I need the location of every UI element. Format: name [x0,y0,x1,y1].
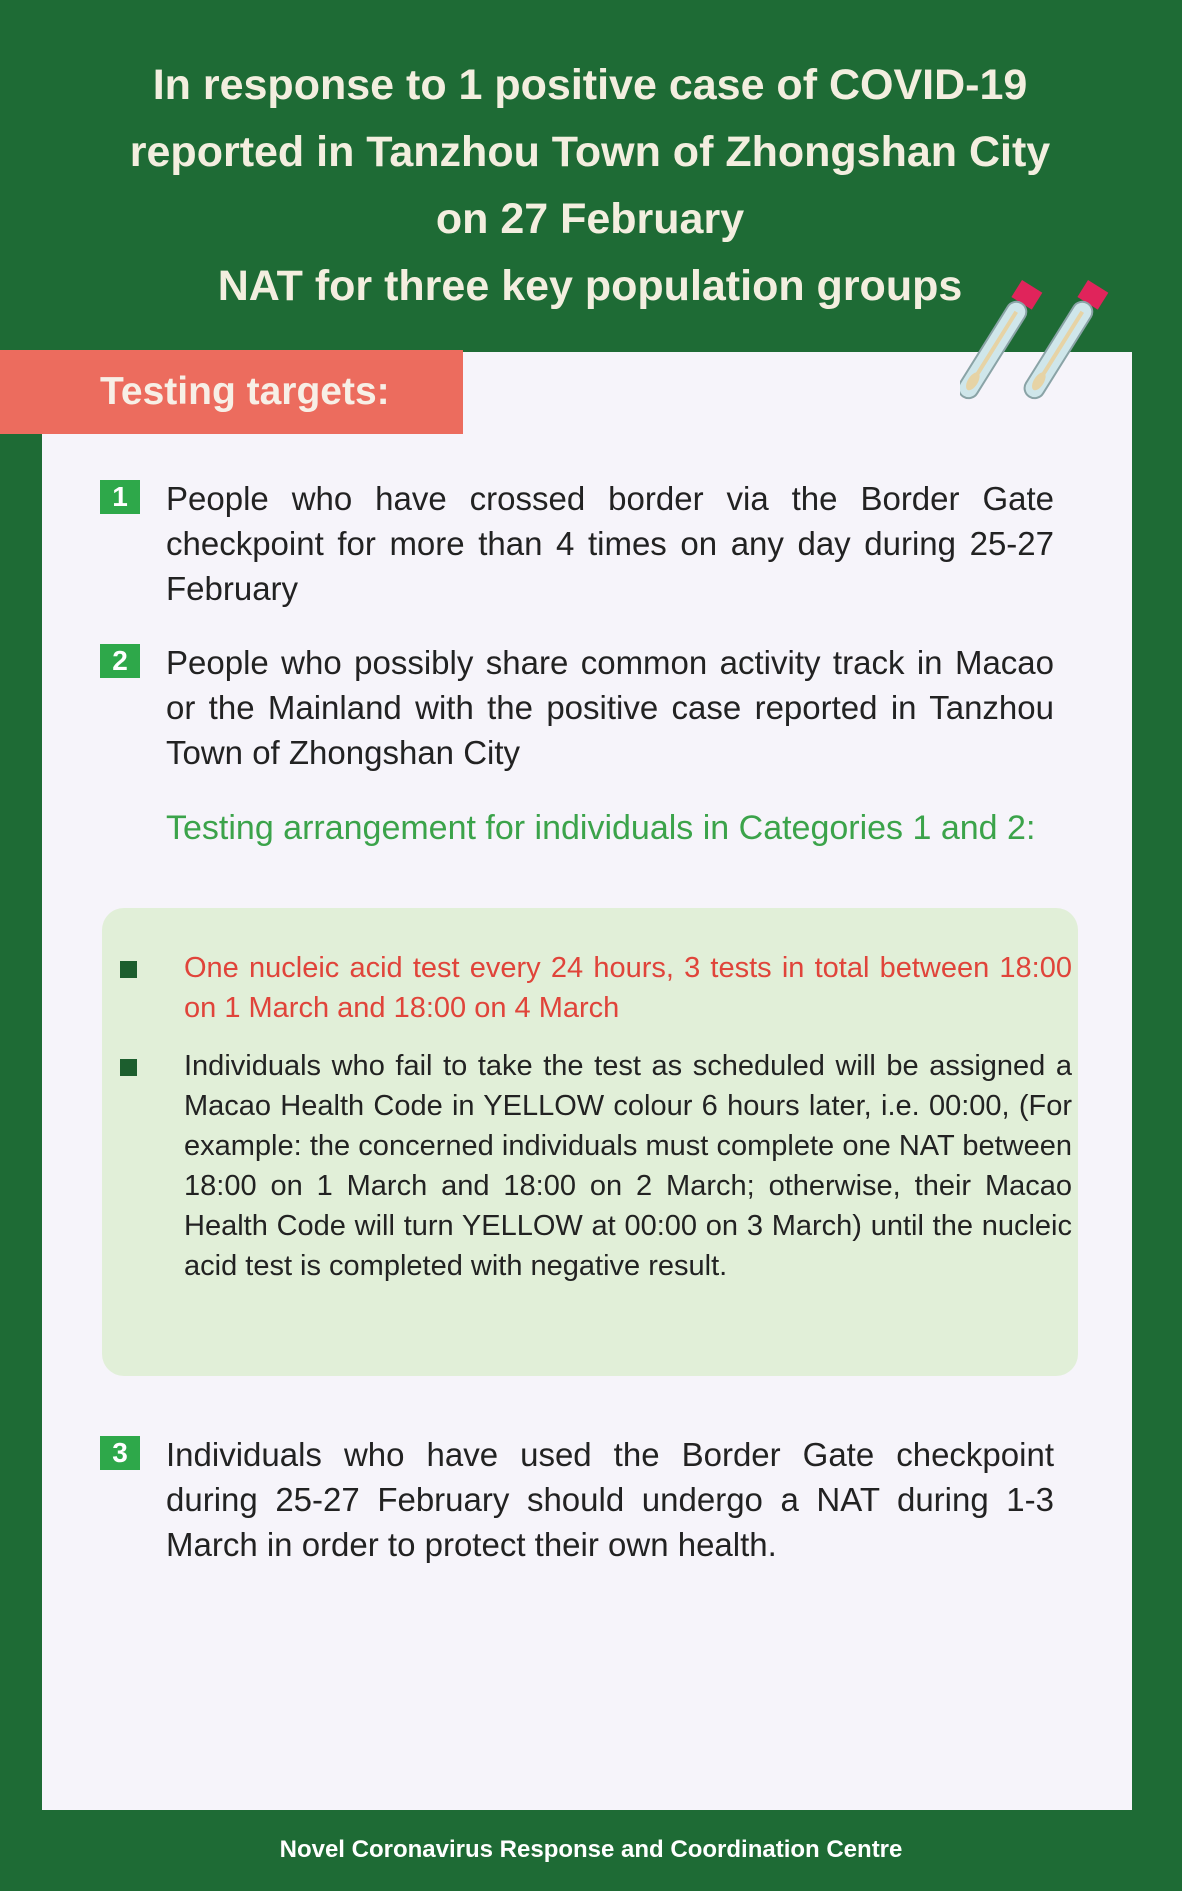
target-text: People who have crossed border via the Border Gate checkpoint for more than 4 times on any day during 25-27 February [166,480,1054,607]
bullet-text: Individuals who fail to take the test as scheduled will be assigned a Macao Health Code in YELLOW colour 6 hours later, i.e. 00:00, (For example: the concerned individuals must complete one NAT between 18:00 on 1 March and 18:00 on 2 March; otherwise, their Macao Health Code will turn YELLOW at 00:00 on 3 March) until the nucleic acid test is completed with negative result. [184,1050,1072,1282]
target-text: People who possibly share common activity track in Macao or the Mainland with the positive case reported in Tanzhou Town of Zhongshan City [166,644,1054,771]
bullet-text: One nucleic acid test every 24 hours, 3 tests in total between 18:00 on 1 March and 18:00 on 4 March [184,952,1072,1024]
target-text: Individuals who have used the Border Gate checkpoint during 25-27 February should undergo a NAT during 1-3 March in order to protect their own health. [166,1436,1054,1563]
square-bullet-icon [120,961,137,978]
title-line-2: reported in Tanzhou Town of Zhongshan City [129,128,1051,176]
arrangement-heading: Testing arrangement for individuals in Categories 1 and 2: [166,809,1036,847]
number-badge: 3 [100,1436,140,1470]
title-line-1: In response to 1 positive case of COVID-19 [152,61,1028,109]
title-line-3: on 27 February [435,195,745,243]
arrangement-box [102,908,1078,1376]
number-badge: 1 [100,480,140,514]
footer: Novel Coronavirus Response and Coordination Centre [279,1836,903,1863]
test-tubes-illustration [960,280,1140,440]
title-line-4: NAT for three key population groups [217,262,963,310]
section-tab: Testing targets: [0,350,463,434]
number-badge: 2 [100,644,140,678]
square-bullet-icon [120,1059,137,1076]
